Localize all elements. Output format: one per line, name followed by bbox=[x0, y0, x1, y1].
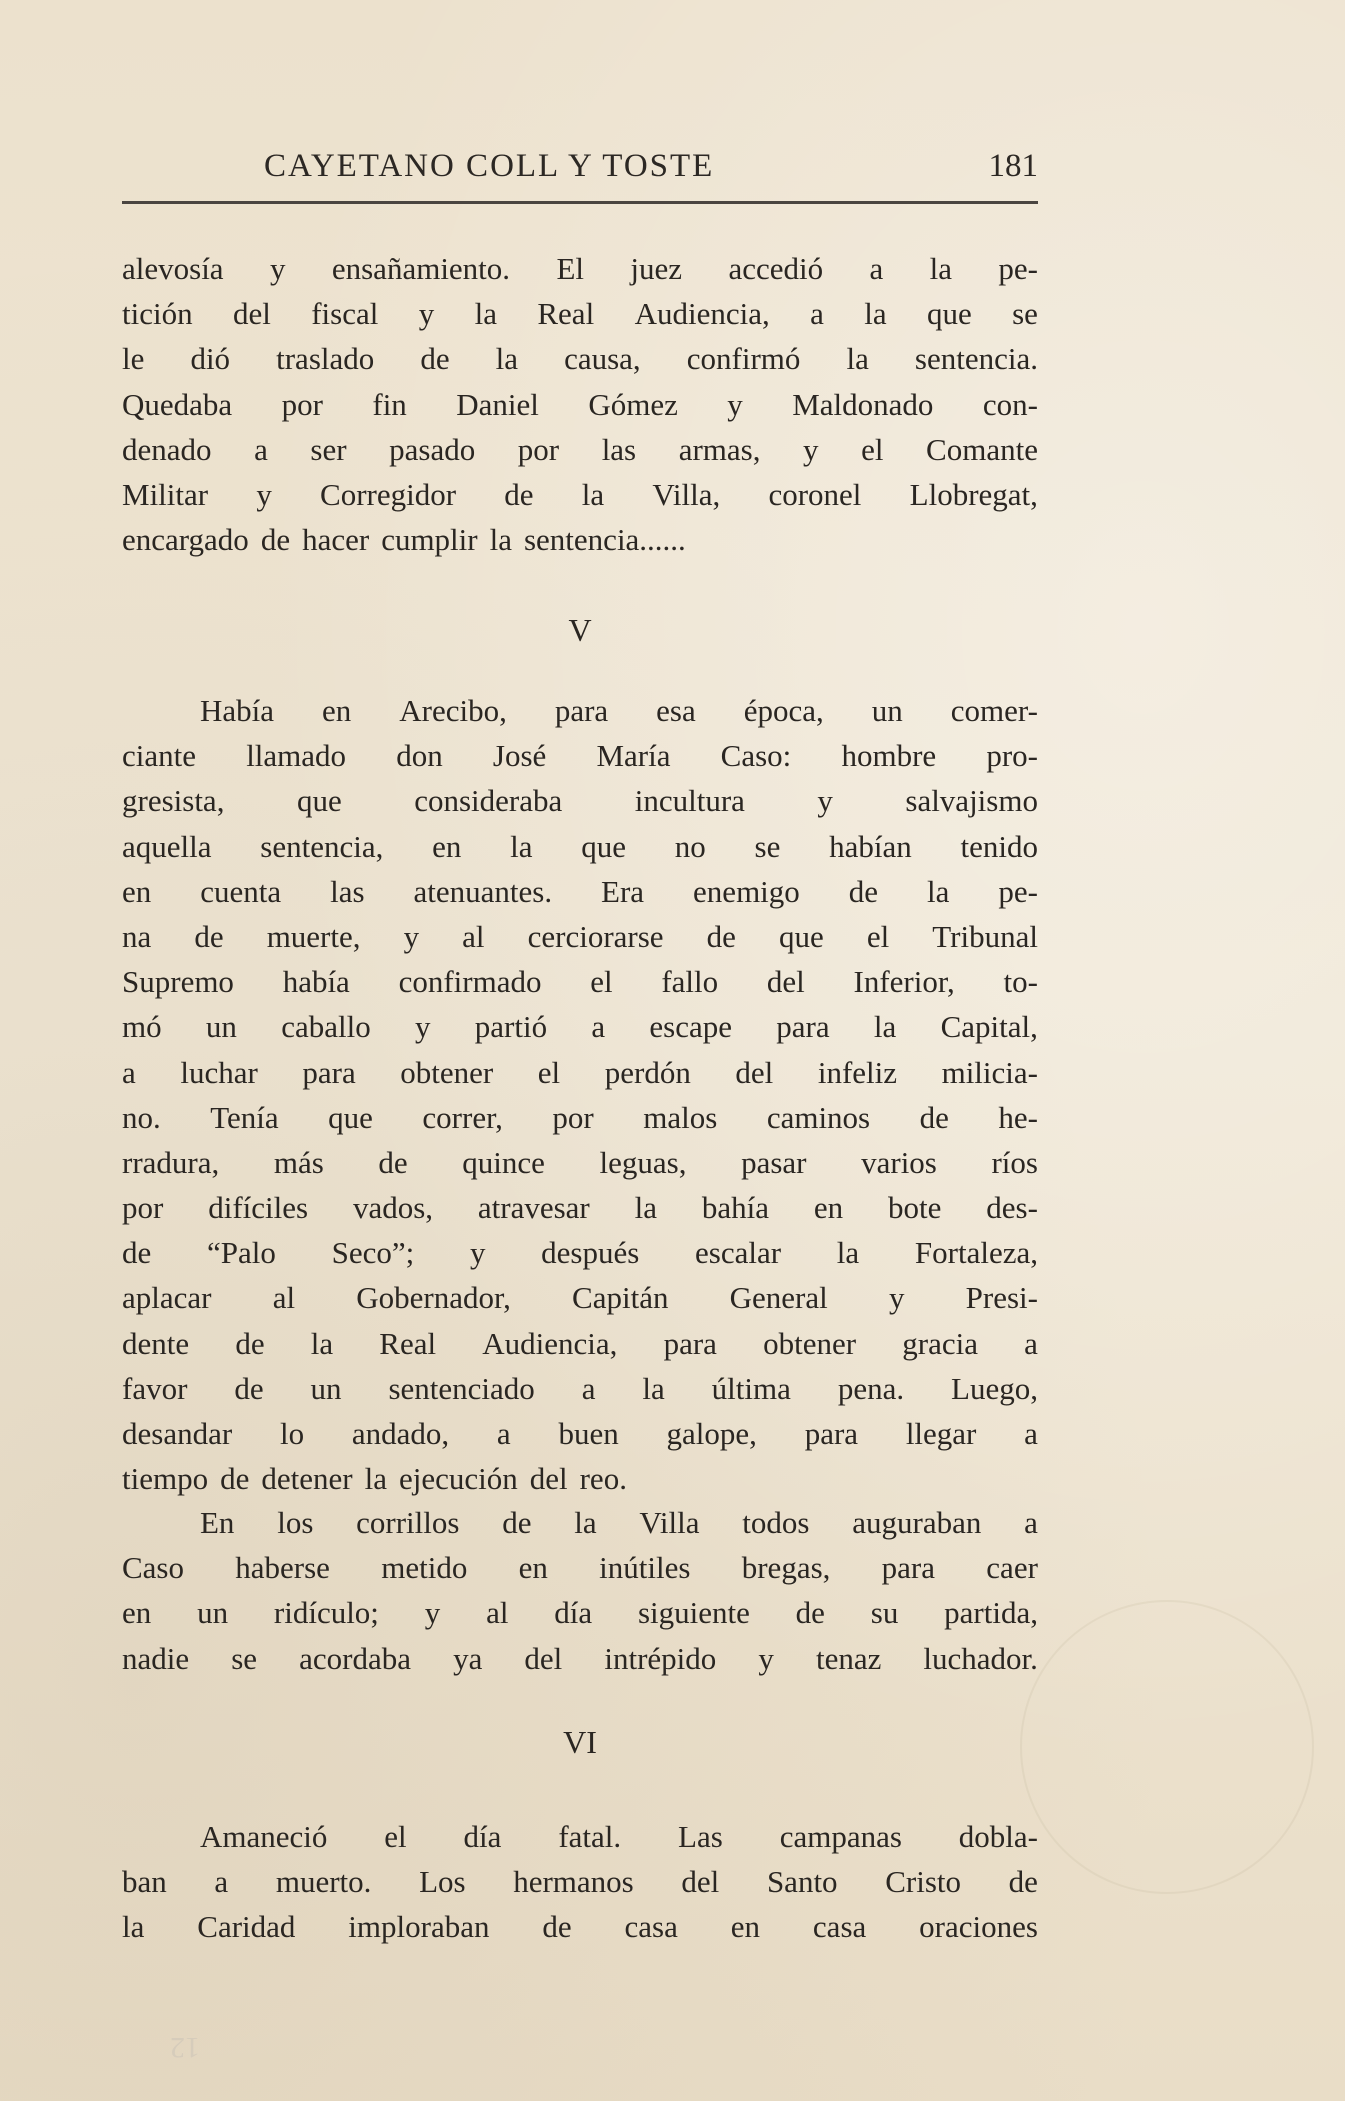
text-line: a luchar para obtener el perdón del infeliz milicia- bbox=[122, 1054, 1038, 1090]
page-number: 181 bbox=[988, 148, 1038, 184]
text-line: Supremo había confirmado el fallo del Inferior, to- bbox=[122, 964, 1038, 1000]
text-line: en un ridículo; y al día siguiente de su partida, bbox=[122, 1595, 1038, 1631]
header-rule bbox=[122, 201, 1038, 204]
faded-stamp-number: 12 bbox=[170, 2031, 200, 2064]
text-line: na de muerte, y al cerciorarse de que el Tribunal bbox=[122, 918, 1038, 954]
text-line: Amaneció el día fatal. Las campanas dobla- bbox=[200, 1819, 1038, 1854]
text-line: le dió traslado de la causa, confirmó la sentencia. bbox=[122, 341, 1038, 377]
running-head bbox=[122, 148, 1038, 192]
text-line: alevosía y ensañamiento. El juez accedió a la pe- bbox=[122, 251, 1038, 286]
running-title: CAYETANO COLL Y TOSTE bbox=[264, 148, 715, 184]
text-line: Quedaba por fin Daniel Gómez y Maldonado con- bbox=[122, 386, 1038, 422]
text-line: rradura, más de quince leguas, pasar varios ríos bbox=[122, 1144, 1038, 1180]
text-line: aplacar al Gobernador, Capitán General y Presi- bbox=[122, 1280, 1038, 1316]
text-line: tiempo de detener la ejecución del reo. bbox=[122, 1461, 627, 1497]
text-line: ciante llamado don José María Caso: hombre pro- bbox=[122, 738, 1038, 774]
text-line: ban a muerto. Los hermanos del Santo Cristo de bbox=[122, 1864, 1038, 1900]
text-line: encargado de hacer cumplir la sentencia...... bbox=[122, 522, 686, 558]
text-line: En los corrillos de la Villa todos auguraban a bbox=[200, 1505, 1038, 1540]
section-heading-v: V bbox=[568, 612, 592, 648]
text-line: por difíciles vados, atravesar la bahía en bote des- bbox=[122, 1190, 1038, 1226]
text-line: de “Palo Seco”; y después escalar la Fortaleza, bbox=[122, 1235, 1038, 1271]
text-line: Caso haberse metido en inútiles bregas, para caer bbox=[122, 1550, 1038, 1586]
section-heading-vi: VI bbox=[563, 1724, 597, 1760]
paragraph-2 bbox=[122, 688, 1038, 1501]
text-line: la Caridad imploraban de casa en casa oraciones bbox=[122, 1909, 1038, 1945]
paragraph-3 bbox=[122, 1500, 1038, 1681]
text-line: gresista, que consideraba incultura y salvajismo bbox=[122, 783, 1038, 819]
paragraph-4 bbox=[122, 1814, 1038, 1950]
text-line: dente de la Real Audiencia, para obtener gracia a bbox=[122, 1325, 1038, 1361]
text-line: Había en Arecibo, para esa época, un comer- bbox=[200, 693, 1038, 728]
text-line: nadie se acordaba ya del intrépido y tenaz luchador. bbox=[122, 1640, 1038, 1676]
text-line: favor de un sentenciado a la última pena. Luego, bbox=[122, 1370, 1038, 1406]
text-line: en cuenta las atenuantes. Era enemigo de la pe- bbox=[122, 873, 1038, 909]
bleed-through-stamp bbox=[1020, 1600, 1314, 1894]
text-line: aquella sentencia, en la que no se habían tenido bbox=[122, 828, 1038, 864]
text-line: denado a ser pasado por las armas, y el Comante bbox=[122, 431, 1038, 467]
paragraph-1 bbox=[122, 246, 1038, 562]
text-line: tición del fiscal y la Real Audiencia, a la que se bbox=[122, 296, 1038, 332]
text-line: mó un caballo y partió a escape para la Capital, bbox=[122, 1009, 1038, 1045]
text-line: no. Tenía que correr, por malos caminos de he- bbox=[122, 1099, 1038, 1135]
text-line: desandar lo andado, a buen galope, para llegar a bbox=[122, 1416, 1038, 1451]
text-line: Militar y Corregidor de la Villa, coronel Llobregat, bbox=[122, 476, 1038, 512]
